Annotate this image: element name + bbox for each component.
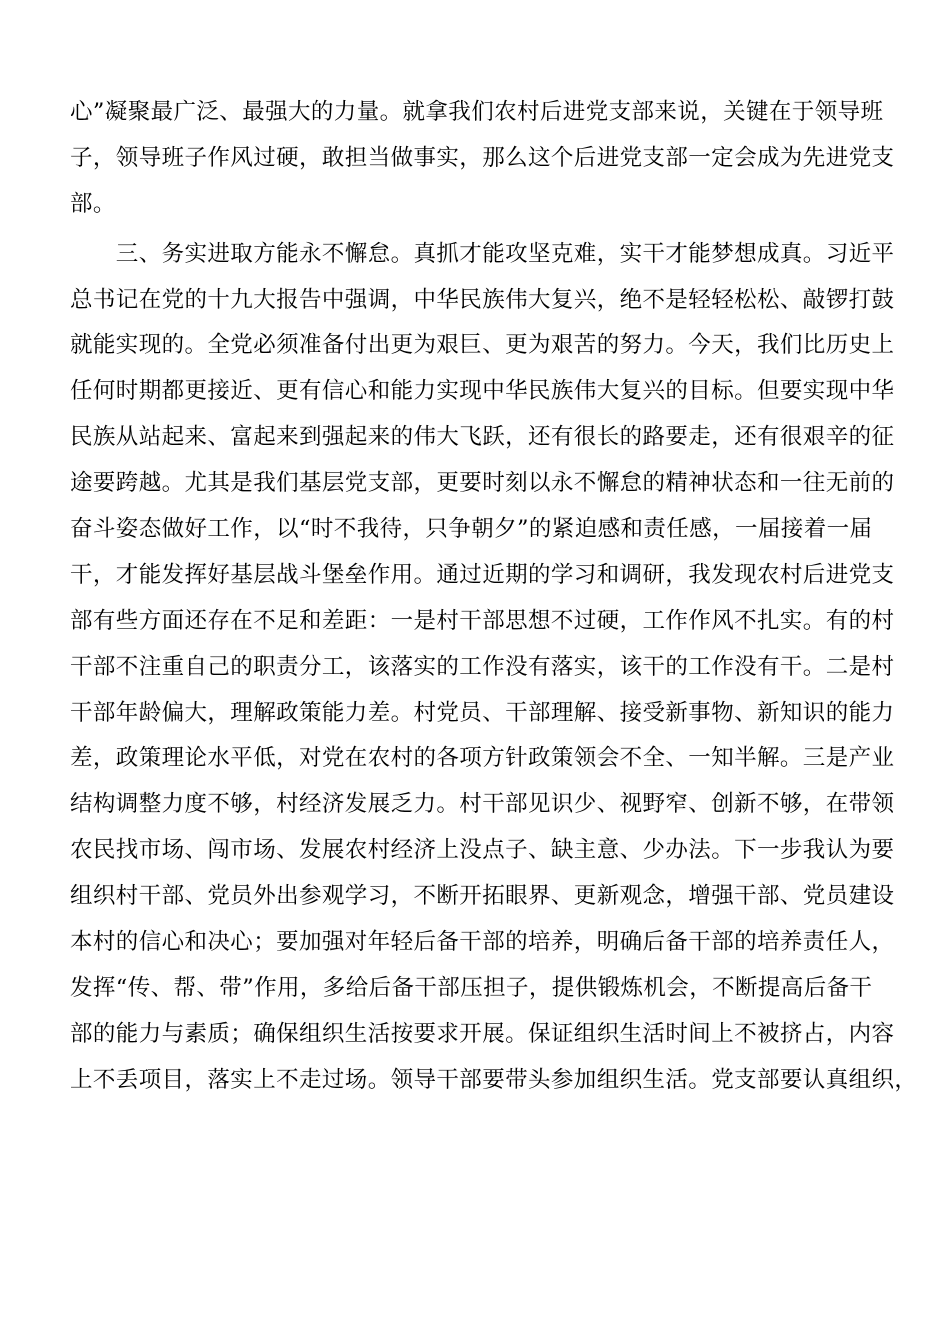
text-line: 心”凝聚最广泛、最强大的力量。就拿我们农村后进党支部来说，关键在于领导班 — [70, 99, 884, 125]
text-line: 部。 — [70, 190, 116, 217]
paragraph-2 — [70, 232, 918, 1104]
text-line: 发挥“传、帮、带”作用，多给后备干部压担子，提供锻炼机会，不断提高后备干 — [70, 974, 873, 1001]
text-line: 总书记在党的十九大报告中强调，中华民族伟大复兴，绝不是轻轻松松、敲锣打鼓 — [70, 286, 895, 313]
text-line: 组织村干部、党员外出参观学习，不断开拓眼界、更新观念，增强干部、党员建设 — [70, 883, 895, 910]
text-line: 结构调整力度不够，村经济发展乏力。村干部见识少、视野窄、创新不够，在带领 — [70, 791, 895, 818]
text-line: 民族从站起来、富起来到强起来的伟大飞跃，还有很长的路要走，还有很艰辛的征 — [70, 424, 895, 451]
text-line: 部有些方面还存在不足和差距：一是村干部思想不过硬，工作作风不扎实。有的村 — [70, 607, 895, 634]
text-line: 干，才能发挥好基层战斗堡垒作用。通过近期的学习和调研，我发现农村后进党支 — [70, 561, 895, 588]
text-line: 部的能力与素质；确保组织生活按要求开展。保证组织生活时间上不被挤占，内容 — [70, 1020, 895, 1047]
text-line: 上不丢项目，落实上不走过场。领导干部要带头参加组织生活。党支部要认真组织， — [70, 1066, 918, 1093]
text-line: 干部不注重自己的职责分工，该落实的工作没有落实，该干的工作没有干。二是村 — [70, 653, 895, 680]
text-line: 奋斗姿态做好工作，以“时不我待，只争朝夕”的紧迫感和责任感，一届接着一届 — [70, 516, 873, 543]
text-line: 本村的信心和决心；要加强对年轻后备干部的培养，明确后备干部的培养责任人， — [70, 929, 895, 956]
text-line: 就能实现的。全党必须准备付出更为艰巨、更为艰苦的努力。今天，我们比历史上 — [70, 332, 895, 359]
document-body — [70, 90, 918, 1104]
text-line: 干部年龄偏大，理解政策能力差。村党员、干部理解、接受新事物、新知识的能力 — [70, 699, 895, 726]
text-line: 三、务实进取方能永不懈怠。真抓才能攻坚克难，实干才能梦想成真。习近平 — [70, 240, 895, 267]
text-line: 任何时期都更接近、更有信心和能力实现中华民族伟大复兴的目标。但要实现中华 — [70, 378, 895, 405]
text-line: 农民找市场、闯市场、发展农村经济上没点子、缺主意、少办法。下一步我认为要 — [70, 837, 895, 864]
text-line: 途要跨越。尤其是我们基层党支部，更要时刻以永不懈怠的精神状态和一往无前的 — [70, 470, 895, 497]
paragraph-1 — [70, 90, 895, 228]
text-line: 差，政策理论水平低，对党在农村的各项方针政策领会不全、一知半解。三是产业 — [70, 745, 895, 772]
text-line: 子，领导班子作风过硬，敢担当做事实，那么这个后进党支部一定会成为先进党支 — [70, 144, 895, 171]
